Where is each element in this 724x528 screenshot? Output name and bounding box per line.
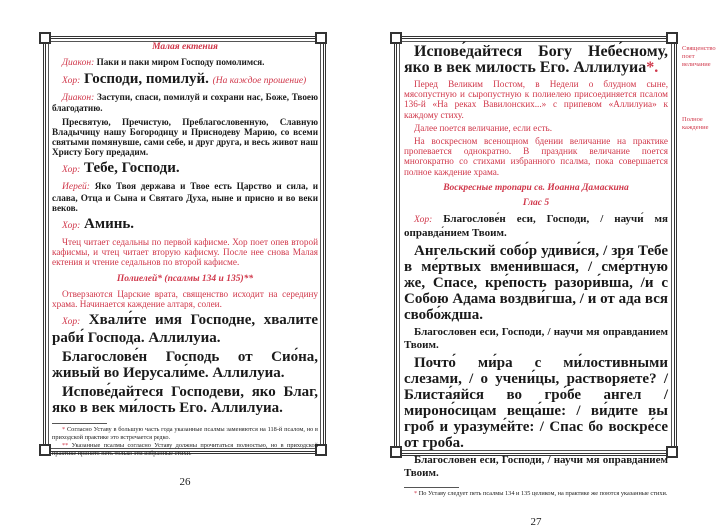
speaker-label: Хор: [62, 221, 81, 232]
text: Испове́дайтеся Богу Небе́сному, яко в век милость Его. Аллилуиа [404, 43, 668, 76]
verse: Испове́дайтеся Господеви, яко Благ, яко в век ми́лость Его. Аллилуиа. [52, 384, 318, 417]
deacon-line [52, 57, 318, 68]
margin-note: Священство поет величание [682, 45, 716, 68]
footnote-mark: * [62, 426, 66, 434]
footnote-mark: ** [62, 442, 69, 450]
speaker-label: Хор: [414, 214, 433, 225]
text: Тебе, Господи. [84, 160, 180, 177]
margin-note: Полное каждение [682, 116, 709, 131]
choir-line [52, 216, 318, 234]
choir-line [404, 213, 668, 240]
footnote [404, 490, 668, 498]
footnote-rule [404, 487, 459, 488]
frame-corner-ornament [39, 32, 51, 44]
frame-corner-ornament [39, 444, 51, 456]
rubric-note: (На каждое прошение) [212, 76, 307, 87]
deacon-line [52, 92, 318, 113]
right-page-content [404, 44, 668, 528]
text: Паки и паки миром Господу помолимся. [96, 57, 265, 67]
footnotes [52, 419, 318, 458]
section-heading: Полиелей* (псалмы 134 и 135)** [116, 273, 254, 284]
choir-line [52, 160, 318, 178]
footnotes [404, 483, 668, 498]
rubric-paragraph: Отверзаются Царские врата, священство исходит на середину храма. Начинается каждение алтаря, солеи. [52, 288, 318, 309]
left-page-content [52, 42, 318, 488]
choir-line [52, 312, 318, 346]
footnote-mark: *. [646, 59, 659, 76]
speaker-label: Диакон: [62, 93, 95, 104]
text: Хвали́те имя Господне, хвалите раби́ Господа. Аллилуиа. [52, 312, 319, 347]
priest-line [52, 181, 318, 213]
speaker-label: Хор: [62, 165, 81, 176]
footnote-text: Согласно Уставу в большую часть года указанные псалмы заменяются на 118-й псалом, но в приходской практике это встречается редко. [52, 426, 318, 442]
text: Заступи, спаси, помилуй и сохрани нас, Боже, Твоею благодатию. [52, 92, 319, 114]
frame-corner-ornament [390, 446, 402, 458]
speaker-label: Иерей: [62, 182, 90, 193]
speaker-label: Хор: [62, 76, 81, 87]
tone-heading: Глас 5 [522, 197, 550, 208]
footnote-mark: * [414, 489, 418, 497]
rubric-paragraph: Далее поется величание, если есть. [414, 122, 553, 133]
choir-line [52, 71, 318, 89]
paragraph: Пресвятую, Пречистую, Преблагословенную, Славную Владычицу нашу Богородицу и Приснодеву Марию, со всеми святыми помянувше, сами себе, и друг друга, и весь живот наш Христу Богу предадим. [52, 116, 318, 158]
frame-corner-ornament [390, 32, 402, 44]
verse: Благослове́н Господь от Сио́на, живый во Иерусали́ме. Аллилуиа. [52, 349, 318, 382]
footnote-rule [52, 423, 107, 424]
section-heading: Воскресные тропари св. Иоанна Дамаскина [443, 182, 629, 193]
page-number: 27 [530, 515, 542, 528]
footnote [52, 442, 318, 458]
text: Господи, помилуй. [84, 71, 209, 88]
text: Яко Твоя держава и Твое есть Царство и сила, и слава, Отца и Сына и Святаго Духа, ныне и присно и во веки веков. [52, 181, 318, 213]
footnote-text: Указанные псалмы согласно Уставу должны прочитаться полностью, но в приходской практике принято петь только эти избранные стихи. [52, 442, 318, 458]
refrain: Благословен еси, Господи, / научи мя оправданием Твоим. [404, 325, 668, 351]
footnote [52, 426, 318, 442]
footnote-text: По Уставу следует петь псалмы 134 и 135 целиком, на практике же поются указанные стихи. [418, 489, 668, 497]
troparion: Ангельский собо́р удиви́ся, / зря Тебе в ме́ртвых вмени́вшася, / сме́ртную же, Спасе, кре́пость разори́вша, /и с Собою Адама воздви́гша, / и от ада вся свобо́ждша. [404, 242, 668, 323]
text: Благослове́н еси, Господи, / научи́ мя оправда́нием Твоим. [404, 212, 669, 239]
text: Аминь. [84, 216, 135, 233]
rubric-paragraph: Чтец читает седальны по первой кафисме. Хор поет опев второй кафисмы, и чтец читает вторую кафисму. После нее снова Малая ектения и чтение седальнов по второй кафисме. [52, 237, 318, 268]
troparion: Почто́ ми́ра с ми́лостивными слезами, / о учени́цы, растворяете? / Блиста́яйся во гро́бе ангел / мироно́сицам веща́ше: / ви́дите вы гроб и уразуме́йте: / Спас бо воскре́се от гроба. [404, 354, 668, 451]
rubric-paragraph: На воскресном всенощном бдении величание на практике пропевается однократно. В праздник величание поется многократно со стихами избранного псалма, пока совершается полное каждение храма. [404, 136, 668, 177]
speaker-label: Диакон: [62, 58, 95, 68]
rubric-paragraph: Перед Великим Постом, в Недели о блудном сыне, мясопустную и сыропустную к полиелею присоединяется псалом 136-й «На реках Вавилонских...» с припевом «Аллилуиа» к каждому стиху. [404, 79, 668, 120]
refrain: Благословен еси, Господи, / научи мя оправданием Твоим. [404, 453, 668, 479]
speaker-label: Хор: [62, 317, 81, 328]
verse [404, 44, 668, 76]
section-title: Малая ектения [152, 42, 218, 52]
page-number: 26 [179, 476, 191, 489]
